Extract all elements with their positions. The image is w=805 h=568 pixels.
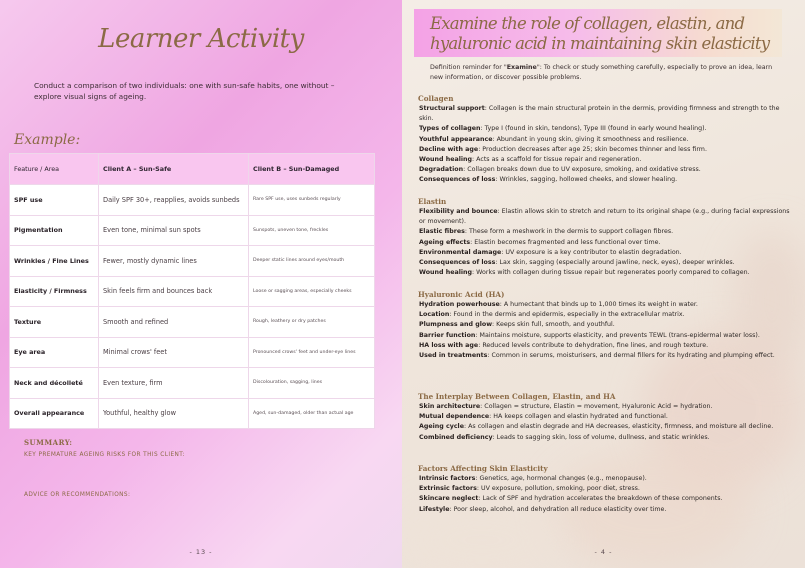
page-title: Learner Activity	[98, 24, 304, 54]
row-client-a: Daily SPF 30+, reapplies, avoids sunbeds	[99, 185, 249, 216]
list-item: Plumpness and glow: Keeps skin full, smooth, and youthful.	[419, 321, 615, 329]
row-feature: Neck and décolleté	[10, 368, 99, 399]
list-item: Degradation: Collagen breaks down due to UV exposure, smoking, and oxidative stress.	[419, 166, 701, 174]
row-client-a: Minimal crows' feet	[99, 337, 249, 368]
row-feature: Eye area	[10, 337, 99, 368]
header-client-a: Client A – Sun-Safe	[99, 154, 249, 185]
comparison-table	[9, 153, 375, 429]
table-row	[10, 276, 375, 307]
row-client-b: Sunspots, uneven tone, freckles	[249, 215, 375, 246]
left-page	[0, 0, 402, 568]
list-item: Environmental damage: UV exposure is a key contributor to elastin degradation.	[419, 248, 682, 256]
header-feature: Feature / Area	[10, 154, 99, 185]
list-item: HA loss with age: Reduced levels contribute to dehydration, fine lines, and rough texture.	[419, 341, 709, 349]
list-item: Lifestyle: Poor sleep, alcohol, and dehydration all reduce elasticity over time.	[419, 505, 667, 513]
row-client-b: Discolouration, sagging, lines	[249, 368, 375, 399]
row-feature: Texture	[10, 307, 99, 338]
page-number-right: - 4 -	[594, 548, 613, 556]
page-number-left: - 13 -	[189, 548, 213, 556]
table-row	[10, 185, 375, 216]
list-item: Types of collagen: Type I (found in skin, tendons), Type III (found in early wound healing).	[419, 125, 707, 133]
key-risks-label: KEY PREMATURE AGEING RISKS FOR THIS CLIENT:	[24, 452, 185, 458]
row-feature: Wrinkles / Fine Lines	[10, 246, 99, 277]
row-client-a: Even texture, firm	[99, 368, 249, 399]
list-item: Ageing effects: Elastin becomes fragmented and less functional over time.	[419, 238, 661, 246]
table-row	[10, 337, 375, 368]
list-item: Elastic fibres: These form a meshwork in the dermis to support collagen fibres.	[419, 228, 674, 236]
table-row	[10, 246, 375, 277]
list-item: Flexibility and bounce: Elastin allows skin to stretch and return to its original shape (e.g., during facial expressions or movement).	[419, 208, 790, 226]
list-item: Barrier function: Maintains moisture, supports elasticity, and prevents TEWL (trans-epidermal water loss).	[419, 331, 760, 339]
row-client-a: Skin feels firm and bounces back	[99, 276, 249, 307]
list-item: Mutual dependence: HA keeps collagen and elastin hydrated and functional.	[419, 413, 668, 421]
definition-text: ": To check or study something carefully, especially to prove an idea, learn new information, or discover possible problems.	[430, 64, 773, 81]
definition-reminder	[430, 63, 782, 83]
row-client-b: Rare SPF use, uses sunbeds regularly	[249, 185, 375, 216]
list-item: Wound healing: Acts as a scaffold for tissue repair and regeneration.	[419, 156, 642, 164]
row-feature: SPF use	[10, 185, 99, 216]
table-row	[10, 368, 375, 399]
activity-intro: Conduct a comparison of two individuals: one with sun-safe habits, one without – explore visual signs of ageing.	[34, 81, 335, 101]
list-item: Consequences of loss: Lax skin, sagging (especially around jawline, neck, eyes), deeper wrinkles.	[419, 259, 735, 267]
section-heading: Collagen	[418, 94, 454, 103]
table-header-row	[10, 154, 375, 185]
section-title: Examine the role of collagen, elastin, and hyaluronic acid in maintaining skin elasticity	[430, 14, 770, 53]
table-row	[10, 307, 375, 338]
row-feature: Elasticity / Firmness	[10, 276, 99, 307]
section-elastin	[418, 196, 790, 278]
list-item: Ageing cycle: As collagen and elastin degrade and HA decreases, elasticity, firmness, and moisture all decline.	[419, 423, 774, 431]
summary-heading: SUMMARY:	[24, 438, 73, 447]
row-client-a: Smooth and refined	[99, 307, 249, 338]
section-factors	[418, 463, 790, 515]
section-heading: Hyaluronic Acid (HA)	[418, 290, 505, 299]
example-heading: Example:	[14, 132, 81, 148]
list-item: Combined deficiency: Leads to sagging skin, loss of volume, dullness, and static wrinkles.	[419, 433, 710, 441]
section-interplay	[418, 391, 790, 443]
definition-prefix: Definition reminder for "	[430, 64, 507, 71]
table-row	[10, 215, 375, 246]
section-heading: The Interplay Between Collagen, Elastin, and HA	[418, 392, 616, 401]
list-item: Skincare neglect: Lack of SPF and hydration accelerates the breakdown of these components.	[419, 495, 723, 503]
list-item: Skin architecture: Collagen = structure, Elastin = movement, Hyaluronic Acid = hydration.	[419, 403, 713, 410]
list-item: Used in treatments: Common in serums, moisturisers, and dermal fillers for its hydrating and plumping effect.	[419, 352, 775, 360]
list-item: Hydration powerhouse: A humectant that binds up to 1,000 times its weight in water.	[419, 301, 698, 308]
section-collagen	[418, 93, 790, 186]
section-heading: Factors Affecting Skin Elasticity	[418, 464, 548, 473]
list-item: Youthful appearance: Abundant in young skin, giving it smoothness and resilience.	[419, 135, 689, 143]
row-feature: Pigmentation	[10, 215, 99, 246]
row-client-a: Fewer, mostly dynamic lines	[99, 246, 249, 277]
right-page	[402, 0, 805, 568]
list-item: Consequences of loss: Wrinkles, sagging, hollowed cheeks, and slower healing.	[419, 176, 678, 184]
list-item: Intrinsic factors: Genetics, age, hormonal changes (e.g., menopause).	[419, 475, 647, 482]
row-client-b: Deeper static lines around eyes/mouth	[249, 246, 375, 277]
row-client-b: Rough, leathery or dry patches	[249, 307, 375, 338]
list-item: Location: Found in the dermis and epidermis, especially in the extracellular matrix.	[419, 311, 685, 319]
advice-label: ADVICE OR RECOMMENDATIONS:	[24, 492, 131, 498]
definition-term: Examine	[506, 64, 537, 71]
row-client-b: Pronounced crows' feet and under-eye lines	[249, 337, 375, 368]
list-item: Decline with age: Production decreases after age 25; skin becomes thinner and less firm.	[419, 145, 707, 153]
list-item: Wound healing: Works with collagen during tissue repair but regenerates poorly compared to collagen.	[419, 269, 750, 277]
section-hyaluronic-acid	[418, 289, 790, 361]
table-row	[10, 398, 375, 429]
row-client-a: Even tone, minimal sun spots	[99, 215, 249, 246]
list-item: Extrinsic factors: UV exposure, pollution, smoking, poor diet, stress.	[419, 485, 640, 493]
row-client-b: Loose or sagging areas, especially cheeks	[249, 276, 375, 307]
row-client-a: Youthful, healthy glow	[99, 398, 249, 429]
section-heading: Elastin	[418, 197, 447, 206]
list-item: Structural support: Collagen is the main structural protein in the dermis, providing firmness and strength to the skin.	[419, 105, 780, 123]
header-client-b: Client B – Sun-Damaged	[249, 154, 375, 185]
row-client-b: Aged, sun-damaged, older than actual age	[249, 398, 375, 429]
row-feature: Overall appearance	[10, 398, 99, 429]
